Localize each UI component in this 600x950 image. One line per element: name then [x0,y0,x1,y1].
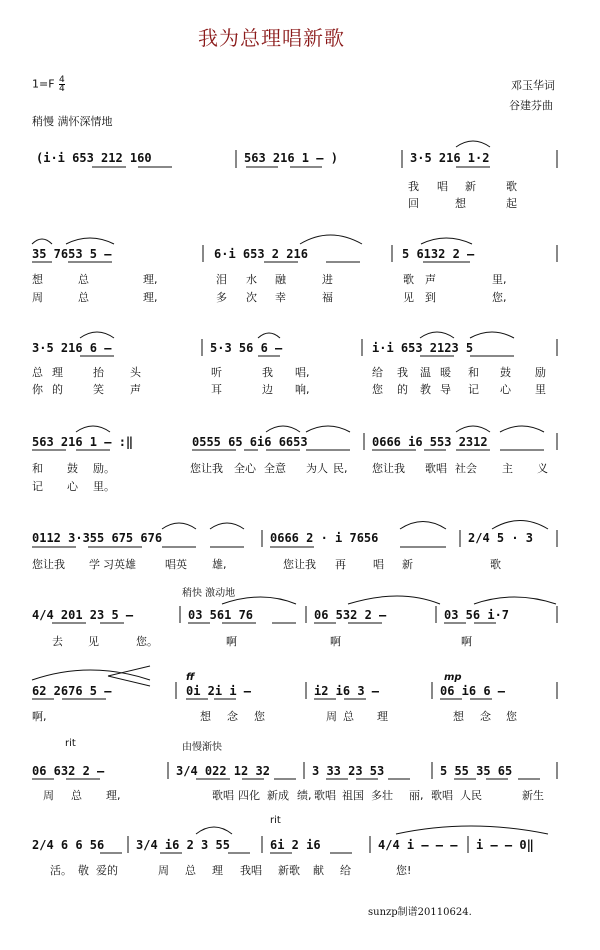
lyric-8-1-7: 绩, [297,789,312,802]
measure-7-3: i2 i6 3 – [314,684,380,698]
measure-9-5: i – – 0‖ [476,838,534,852]
measure-2-3: 5 6132 2 – [402,247,475,261]
slur [66,238,114,244]
lyric-9-1-4: 周 [158,864,169,877]
lyric-8-1-1: 周 [43,789,54,802]
measure-9-3: 6i 2 i6 [270,838,321,852]
key-signature [32,76,65,93]
song-title: 我为总理唱新歌 [198,26,345,50]
lyric-5-1-7: 再 [335,558,346,571]
slur [500,426,544,432]
lyric-5-1-8: 唱 [373,558,384,571]
lyric-4-1-9: 您让我 [372,462,405,475]
slur [474,597,556,604]
lyric-8-1-11: 丽, [409,789,424,802]
lyric-2-1-7: 进 [322,273,333,286]
lyric-4-1-13: 义 [537,462,548,475]
lyric-3-1-10: 温 [420,366,431,379]
measure-7-1: 62 2676 5 – [32,684,112,698]
lyric-4-1-4: 您让我 [190,462,223,475]
lyric-2-2-7: 福 [322,291,333,304]
lyric-1-1-3: 新 [465,180,476,193]
slur [266,426,300,432]
lyric-8-1-8: 歌唱 [314,789,336,802]
decrescendo-hairpin [108,666,150,686]
lyric-9-1-1: 活。 [50,864,72,877]
lyric-7-1-1: 啊, [32,710,47,723]
lyric-9-1-9: 献 [313,864,324,877]
lyric-8-1-14: 新生 [522,789,544,802]
lyric-4-1-11: 社会 [455,462,477,475]
lyric-9-1-8: 新歌 [278,864,300,877]
lyric-1-2-3: 起 [506,197,517,210]
lyric-2-1-9: 声 [425,273,436,286]
lyric-3-1-5: 听 [211,366,222,379]
lyric-3-1-3: 抬 [93,366,104,379]
time-sig-top: 4 [59,75,65,85]
lyric-3-1-14: 励 [535,366,546,379]
lyric-9-1-11: 您! [396,864,412,877]
measure-6-3: 06 532 2 – [314,608,387,622]
lyric-2-2-4: 多 [216,291,227,304]
lyric-3-1-4: 头 [130,366,141,379]
slur [258,333,280,338]
lyric-6-1-2: 见 [88,635,99,648]
lyric-4-2-2: 心 [67,480,78,493]
lyric-5-1-3: 习英雄 [103,558,136,571]
lyric-5-1-4: 唱英 [165,558,187,571]
lyric-7-1-3: 念 [227,710,238,723]
lyric-5-1-2: 学 [89,558,100,571]
lyric-4-1-5: 全心 [234,462,256,475]
marking-rit-2: rit [270,815,281,826]
lyric-2-1-5: 水 [246,273,257,286]
lyric-4-1-6: 全意 [264,462,286,475]
lyric-2-2-10: 您, [492,291,507,304]
lyric-6-1-3: 您。 [136,635,158,648]
slur [162,523,196,529]
lyric-4-1-2: 鼓 [67,462,78,475]
lyric-8-1-4: 歌唱 [212,789,234,802]
slur [348,596,440,604]
lyric-3-1-12: 和 [468,366,479,379]
lyric-3-2-7: 响, [295,383,310,396]
lyric-7-1-4: 您 [254,710,265,723]
lyric-3-2-2: 的 [52,383,63,396]
measure-9-4: 4/4 i – – – [378,838,458,852]
measure-8-3: 3 33 23 53 [312,764,385,778]
lyric-3-1-7: 唱, [295,366,310,379]
dynamic-mp: mp [444,672,462,683]
tempo-marking: 稍慢 满怀深情地 [32,115,113,128]
measure-2-1: 35 7653 5 – [32,247,112,261]
lyric-3-2-11: 导 [440,383,451,396]
tempo-marking-2: 稍快 激动地 [182,588,236,599]
lyric-3-1-2: 理 [52,366,63,379]
slur [492,521,548,530]
lyric-8-1-6: 新成 [267,789,289,802]
lyric-2-1-2: 总 [78,273,89,286]
slur [300,235,362,244]
lyric-7-1-9: 念 [480,710,491,723]
slur [396,826,548,834]
marking-accelerando: 由慢渐快 [182,742,222,753]
lyric-2-1-6: 融 [275,273,286,286]
measure-8-4: 5 55 35 65 [440,764,513,778]
measure-8-1: 06 632 2 – [32,764,105,778]
measure-9-2: 3/4 i6 2 3 55 [136,838,230,852]
slur [470,332,514,338]
lyric-4-1-8: 民, [333,462,348,475]
lyric-8-1-3: 理, [106,789,121,802]
lyric-3-1-6: 我 [262,366,273,379]
lyric-7-1-5: 周 [326,710,337,723]
lyric-4-1-7: 为人 [306,462,328,475]
lyric-9-1-3: 爱的 [96,864,118,877]
measure-2-2: 6·i 653 2 216 [214,247,308,261]
measure-1-1: (i·i 653 212 160 [36,151,152,165]
measure-7-4: 06 i6 6 – [440,684,506,698]
lyric-2-2-9: 到 [425,291,436,304]
lyric-6-1-5: 啊 [330,635,341,648]
lyric-8-1-2: 总 [71,789,82,802]
lyric-8-1-9: 祖国 [342,789,364,802]
time-sig-bottom: 4 [59,84,65,94]
slur [400,522,446,530]
slur [76,426,110,432]
lyric-5-1-1: 您让我 [32,558,65,571]
slur [456,426,490,432]
composer: 谷建芬曲 [509,99,553,112]
lyric-1-2-1: 回 [408,197,419,210]
slur [420,332,454,338]
lyric-3-1-8: 给 [372,366,383,379]
lyric-1-2-2: 想 [455,197,466,210]
lyric-5-1-5: 雄, [212,558,227,571]
key-label: 1=F [32,77,55,91]
slur [456,141,490,147]
slur [421,238,472,244]
lyric-3-2-10: 教 [420,383,431,396]
lyric-7-1-2: 想 [200,710,211,723]
measure-1-2: 563 216 1 – ) [244,151,338,165]
lyric-3-1-9: 我 [397,366,408,379]
lyric-3-2-9: 的 [397,383,408,396]
measure-5-3: 2/4 5 · 3 [468,531,534,545]
lyric-2-2-6: 幸 [275,291,286,304]
lyric-3-1-13: 鼓 [500,366,511,379]
marking-rit-1: rit [65,738,76,749]
measure-6-2: 03 561 76 [188,608,254,622]
measure-3-2: 5·3 56 6 – [210,341,283,355]
lyric-3-1-1: 总 [32,366,43,379]
lyric-5-1-9: 新 [402,558,413,571]
lyric-3-2-3: 笑 [93,383,104,396]
lyric-2-2-8: 见 [403,291,414,304]
lyric-2-1-10: 里, [492,273,507,286]
lyric-2-1-3: 理, [143,273,158,286]
lyric-4-1-1: 和 [32,462,43,475]
slur [196,827,232,834]
lyric-3-2-6: 边 [262,383,273,396]
lyric-2-2-3: 理, [143,291,158,304]
lyric-7-1-10: 您 [506,710,517,723]
lyric-3-2-8: 您 [372,383,383,396]
lyric-3-2-13: 心 [500,383,511,396]
lyric-2-1-8: 歌 [403,273,414,286]
slur [210,523,244,529]
lyric-2-2-1: 周 [32,291,43,304]
measure-3-3: i·i 653 2123 5 [372,341,474,355]
lyric-4-1-3: 励。 [93,462,115,475]
lyric-4-1-10: 歌唱 [425,462,447,475]
measure-5-1: 0112 3·355 675 676 [32,531,163,545]
lyric-8-1-12: 歌唱 [431,789,453,802]
measure-8-2: 3/4 022 12 32 [176,764,270,778]
slur [80,332,114,338]
lyric-9-1-10: 给 [340,864,351,877]
lyric-6-1-4: 啊 [226,635,237,648]
lyric-7-1-6: 总 [343,710,354,723]
lyric-4-1-12: 主 [502,462,513,475]
slur [32,670,150,680]
lyric-5-1-10: 歌 [490,558,501,571]
lyric-2-2-2: 总 [78,291,89,304]
slur [32,239,52,244]
measure-1-3: 3·5 216 1·2 [410,151,490,165]
measure-6-1: 4/4 201 23 5 – [32,608,134,622]
measure-4-3: 0666 i6 553 2312 [372,435,488,449]
lyric-9-1-7: 我唱 [240,864,262,877]
lyric-7-1-7: 理 [377,710,388,723]
measure-3-1: 3·5 216 6 – [32,341,112,355]
lyric-1-1-1: 我 [408,180,419,193]
lyric-9-1-5: 总 [185,864,196,877]
lyric-3-2-12: 记 [468,383,479,396]
lyric-2-2-5: 次 [246,291,257,304]
lyric-8-1-10: 多壮 [371,789,393,802]
lyric-8-1-5: 四化 [238,789,260,802]
lyric-3-2-5: 耳 [211,383,222,396]
slur [306,426,350,432]
lyric-2-1-1: 想 [32,273,43,286]
lyric-9-1-6: 理 [212,864,223,877]
lyric-1-1-2: 唱 [437,180,448,193]
measure-7-2: 0i 2i i – [186,684,252,698]
lyric-4-2-3: 里。 [93,480,115,493]
lyric-3-2-1: 你 [32,383,43,396]
measure-9-1: 2/4 6 6 56 [32,838,105,852]
lyric-6-1-6: 啊 [461,635,472,648]
measure-4-1: 563 216 1 – :‖ [32,435,134,449]
lyric-3-1-11: 暖 [440,366,451,379]
lyric-9-1-2: 敬 [78,864,89,877]
lyric-5-1-6: 您让我 [283,558,316,571]
dynamic-ff: ff [186,672,195,683]
measure-6-4: 03 56 i·7 [444,608,510,622]
measure-4-2: 0555 65 6i6 6653 [192,435,308,449]
lyric-3-2-14: 里 [535,383,546,396]
lyric-1-1-4: 歌 [506,180,517,193]
transcriber-credit: sunzp制谱20110624. [368,907,472,918]
lyric-8-1-13: 人民 [460,789,482,802]
lyric-6-1-1: 去 [52,635,63,648]
lyric-7-1-8: 想 [453,710,464,723]
lyric-2-1-4: 泪 [216,273,227,286]
lyric-4-2-1: 记 [32,480,43,493]
time-signature [59,76,65,93]
lyric-3-2-4: 声 [130,383,141,396]
lyricist: 邓玉华词 [511,79,555,92]
measure-5-2: 0666 2 · i 7656 [270,531,379,545]
